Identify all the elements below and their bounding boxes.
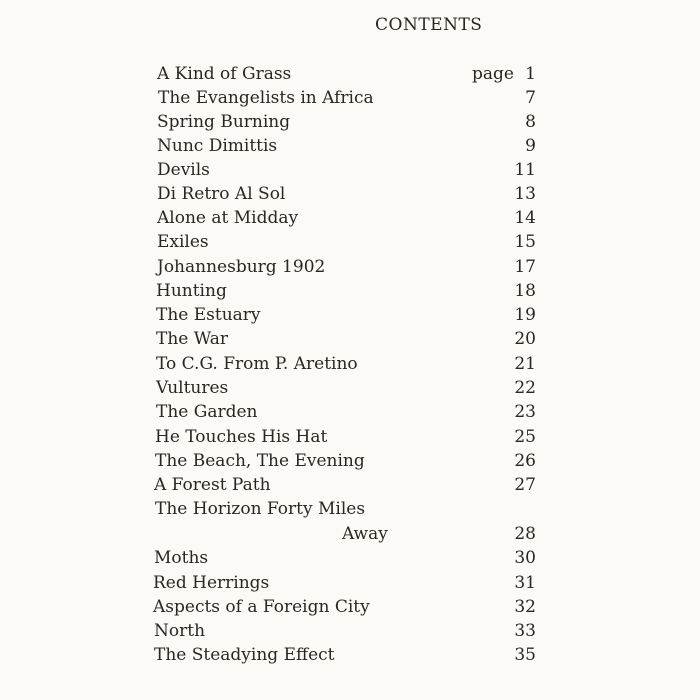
toc-entry — [0, 619, 700, 643]
toc-entry-page-number: 35 — [514, 645, 536, 665]
toc-entry-title: The Estuary — [156, 305, 261, 325]
toc-entry-title: Vultures — [156, 378, 229, 398]
toc-entry — [0, 182, 700, 206]
toc-entry — [0, 376, 700, 400]
toc-entry — [0, 643, 700, 667]
toc-entry — [0, 497, 700, 521]
toc-entry-page-number: 7 — [525, 88, 536, 108]
toc-entry-title: Di Retro Al Sol — [157, 184, 286, 204]
toc-entry-page-number: 21 — [514, 354, 536, 374]
toc-entry — [0, 546, 700, 570]
toc-entry-page-number: 1 — [525, 64, 536, 84]
toc-entry-page-number: 23 — [514, 402, 536, 422]
page-column-label: page — [472, 64, 514, 84]
toc-entry-page-number: 8 — [525, 112, 536, 132]
toc-entry-title: Nunc Dimittis — [157, 136, 278, 156]
toc-entry — [0, 134, 700, 158]
toc-entry-title: Red Herrings — [153, 573, 270, 593]
toc-entry-title: Away — [342, 524, 388, 544]
toc-entry — [0, 206, 700, 230]
toc-entry-page-number: 19 — [514, 305, 536, 325]
toc-entry — [0, 86, 700, 110]
toc-entry-page-number: 14 — [514, 208, 536, 228]
toc-entry — [0, 158, 700, 182]
toc-entry — [0, 425, 700, 449]
toc-entry — [0, 595, 700, 619]
toc-entry-title: The War — [156, 329, 229, 349]
toc-entry-title: The Horizon Forty Miles — [155, 499, 366, 519]
toc-entry-page-number: 22 — [514, 378, 536, 398]
toc-entry — [0, 303, 700, 327]
toc-entry-title: The Steadying Effect — [154, 645, 335, 665]
contents-heading: CONTENTS — [375, 15, 483, 35]
toc-entry-title: The Evangelists in Africa — [158, 88, 374, 108]
toc-entry — [0, 327, 700, 351]
toc-entry-title: Alone at Midday — [157, 208, 299, 228]
toc-entry — [0, 279, 700, 303]
toc-entry — [0, 255, 700, 279]
toc-entry-page-number: 15 — [514, 232, 536, 252]
toc-entry-page-number: 11 — [514, 160, 536, 180]
toc-entry-title: Aspects of a Foreign City — [153, 597, 370, 617]
toc-entry-page-number: 13 — [514, 184, 536, 204]
toc-entry — [0, 571, 700, 595]
toc-entry-page-number: 20 — [514, 329, 536, 349]
toc-entry-title: Moths — [154, 548, 209, 568]
toc-entry-title: A Forest Path — [154, 475, 271, 495]
toc-entry-title: North — [154, 621, 206, 641]
toc-entry-title: Exiles — [157, 232, 209, 252]
toc-entry — [0, 449, 700, 473]
toc-entry — [0, 400, 700, 424]
toc-entry-title: To C.G. From P. Aretino — [156, 354, 358, 374]
toc-entry-page-number: 17 — [514, 257, 536, 277]
toc-entry-page-number: 27 — [514, 475, 536, 495]
toc-entry-title: He Touches His Hat — [155, 427, 328, 447]
toc-entry-page-number: 30 — [514, 548, 536, 568]
toc-entry-page-number: 31 — [514, 573, 536, 593]
toc-entry-page-number: 9 — [525, 136, 536, 156]
toc-entry-page-number: 18 — [514, 281, 536, 301]
toc-entry-title: Hunting — [156, 281, 227, 301]
toc-entry — [0, 230, 700, 254]
toc-entry-title: Johannesburg 1902 — [157, 257, 326, 277]
toc-entry-page-number: 25 — [514, 427, 536, 447]
toc-entry — [0, 352, 700, 376]
toc-entry-title: The Garden — [156, 402, 258, 422]
toc-entry — [0, 522, 700, 546]
toc-entry-page-number: 33 — [514, 621, 536, 641]
toc-entry-page-number: 26 — [514, 451, 536, 471]
toc-entry — [0, 110, 700, 134]
toc-entry-title: Devils — [157, 160, 210, 180]
toc-entry — [0, 473, 700, 497]
toc-entry-page-number: 28 — [514, 524, 536, 544]
toc-entry — [0, 62, 700, 86]
toc-entry-title: A Kind of Grass — [157, 64, 292, 84]
toc-entry-title: The Beach, The Evening — [155, 451, 365, 471]
toc-entry-page-number: 32 — [514, 597, 536, 617]
toc-entry-title: Spring Burning — [157, 112, 291, 132]
